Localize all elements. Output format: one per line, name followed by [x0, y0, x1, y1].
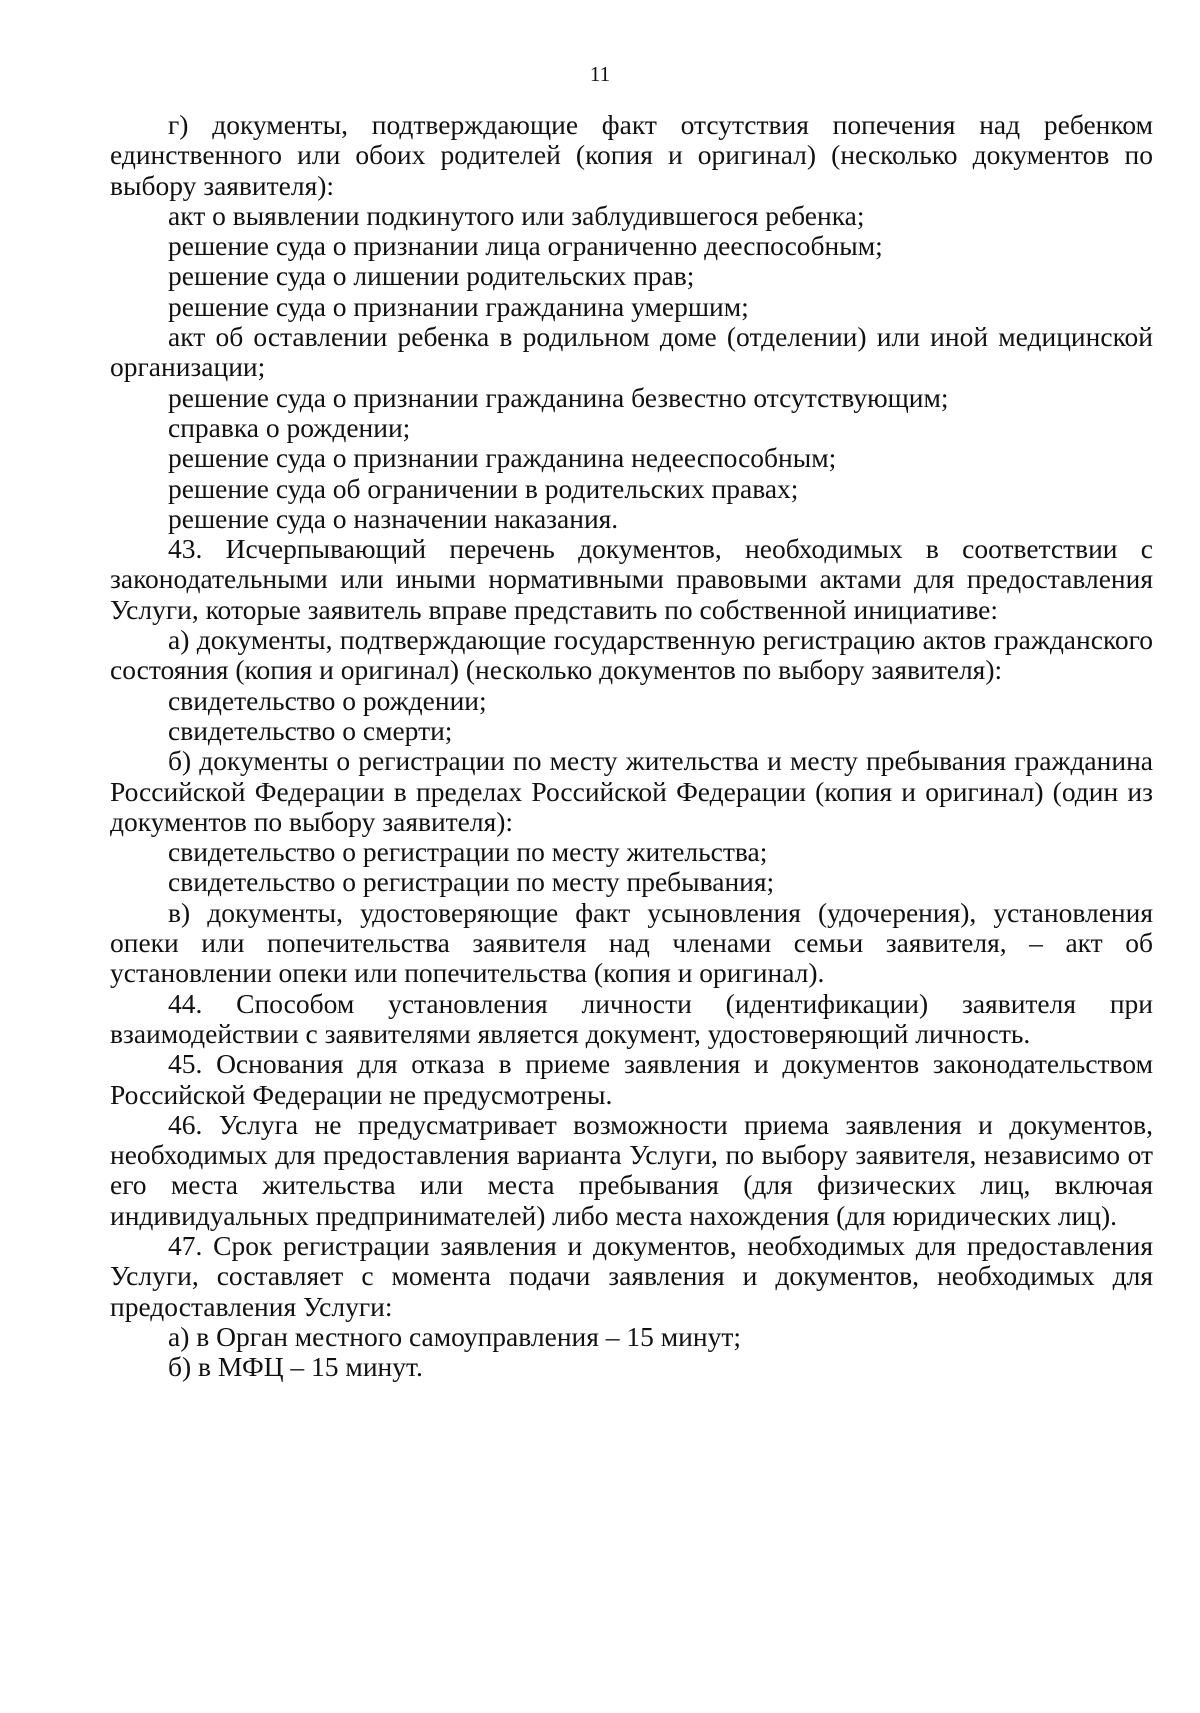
paragraph-46: 46. Услуга не предусматривает возможности приема заявления и документов, необходимых для предоставления варианта Услуги, по выбору заявителя, независимо от его места жительства или места пребывания (для физических лиц, включая индивидуальных предпринимателей) либо места нахождения (для юридических лиц).: [110, 1108, 1153, 1231]
list-item: свидетельство о смерти;: [168, 714, 453, 746]
paragraph-v-documents: в) документы, удостоверяющие факт усыновления (удочерения), установления опеки или попечительства заявителя над членами семьи заявителя, – акт об установлении опеки или попечительства (копия и оригинал).: [110, 896, 1153, 989]
list-item: б) в МФЦ – 15 минут.: [168, 1351, 423, 1383]
list-item: решение суда о лишении родительских прав;: [168, 260, 695, 292]
paragraph-45: 45. Основания для отказа в приеме заявления и документов законодательством Российской Федерации не предусмотрены.: [110, 1048, 1153, 1110]
page-number: 11: [589, 62, 611, 86]
paragraph-a-documents: а) документы, подтверждающие государственную регистрацию актов гражданского состояния (копия и оригинал) (несколько документов по выбору заявителя):: [110, 624, 1153, 686]
paragraph-47: 47. Срок регистрации заявления и документов, необходимых для предоставления Услуги, составляет с момента подачи заявления и документов, необходимых для предоставления Услуги:: [110, 1229, 1153, 1322]
paragraph-44: 44. Способом установления личности (идентификации) заявителя при взаимодействии с заявителями является документ, удостоверяющий личность.: [110, 987, 1153, 1049]
paragraph-b-documents: б) документы о регистрации по месту жительства и месту пребывания гражданина Российской Федерации в пределах Российской Федерации (копия и оригинал) (один из документов по выбору заявителя):: [110, 745, 1153, 837]
list-item: справка о рождении;: [168, 411, 411, 443]
list-item: а) в Орган местного самоуправления – 15 минут;: [168, 1320, 742, 1352]
list-item: решение суда о признании гражданина недееспособным;: [168, 442, 837, 474]
document-body: [110, 110, 1153, 1382]
list-item: свидетельство о регистрации по месту жительства;: [168, 836, 768, 868]
list-item: свидетельство о рождении;: [168, 684, 487, 716]
list-item: решение суда о признании гражданина безвестно отсутствующим;: [168, 381, 949, 413]
list-item: решение суда об ограничении в родительских правах;: [168, 472, 799, 504]
list-item: решение суда о назначении наказания.: [168, 502, 619, 534]
list-item: решение суда о признании лица ограниченно дееспособным;: [168, 230, 883, 262]
list-item: акт об оставлении ребенка в родильном доме (отделении) или иной медицинской организации;: [110, 321, 1153, 383]
paragraph-43: 43. Исчерпывающий перечень документов, необходимых в соответствии с законодательными или иными нормативными правовыми актами для предоставления Услуги, которые заявитель вправе представить по собственной инициативе:: [110, 533, 1153, 625]
list-item: акт о выявлении подкинутого или заблудившегося ребенка;: [168, 199, 865, 231]
list-item: решение суда о признании гражданина умершим;: [168, 290, 749, 322]
paragraph-g-documents: г) документы, подтверждающие факт отсутствия попечения над ребенком единственного или обоих родителей (копия и оригинал) (несколько документов по выбору заявителя):: [110, 109, 1153, 201]
list-item: свидетельство о регистрации по месту пребывания;: [168, 866, 775, 898]
